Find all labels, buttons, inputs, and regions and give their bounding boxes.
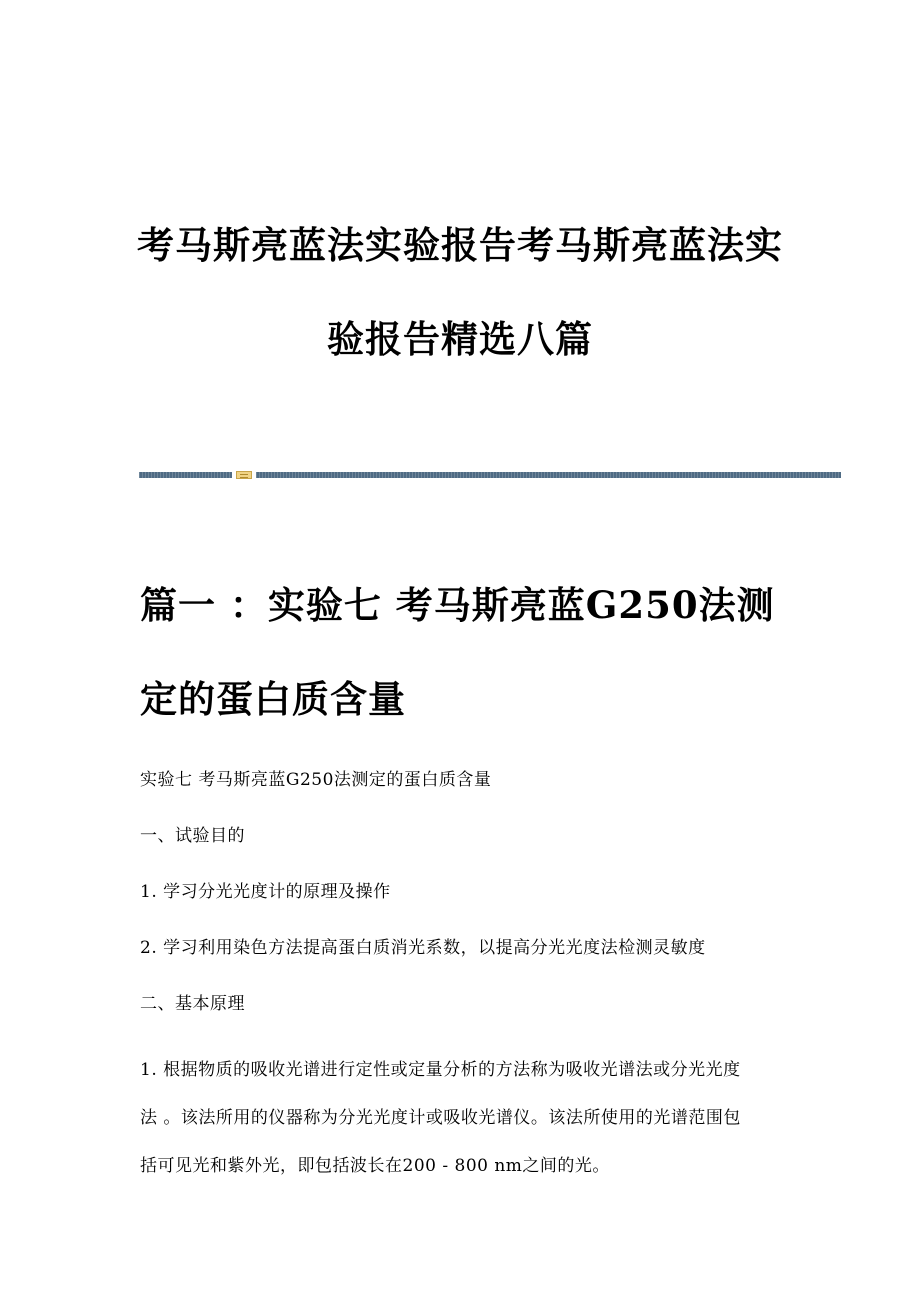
title-divider [139, 471, 841, 479]
document-title-line-1: 考马斯亮蓝法实验报告考马斯亮蓝法实 [137, 223, 783, 267]
document-title [0, 198, 920, 386]
experiment-subtitle: 实验七 考马斯亮蓝G250法测定的蛋白质含量 [140, 770, 492, 790]
document-title-line-2: 验报告精选八篇 [327, 317, 593, 361]
divider-ornament-icon [236, 471, 252, 479]
divider-bar-right [256, 472, 841, 478]
purpose-heading: 一、试验目的 [140, 826, 245, 846]
section-heading-line-2: 定的蛋白质含量 [140, 677, 406, 721]
principle-heading: 二、基本原理 [140, 994, 245, 1014]
principle-paragraph-1-line-1: 1. 根据物质的吸收光谱进行定性或定量分析的方法称为吸收光谱法或分光光度 [140, 1060, 741, 1080]
principle-paragraph-1 [140, 1046, 790, 1190]
divider-bar-left [139, 472, 232, 478]
purpose-item-2: 2. 学习利用染色方法提高蛋白质消光系数，以提高分光光度法检测灵敏度 [140, 938, 706, 958]
section-heading-line-1: 篇一 ：实验七 考马斯亮蓝G250法测 [140, 583, 775, 627]
purpose-item-1: 1. 学习分光光度计的原理及操作 [140, 882, 391, 902]
section-heading [140, 558, 800, 746]
principle-paragraph-1-line-2: 法 。该法所用的仪器称为分光光度计或吸收光谱仪。该法所使用的光谱范围包 [140, 1108, 741, 1128]
principle-paragraph-1-line-3: 括可见光和紫外光，即包括波长在200 - 800 nm之间的光。 [140, 1156, 610, 1176]
